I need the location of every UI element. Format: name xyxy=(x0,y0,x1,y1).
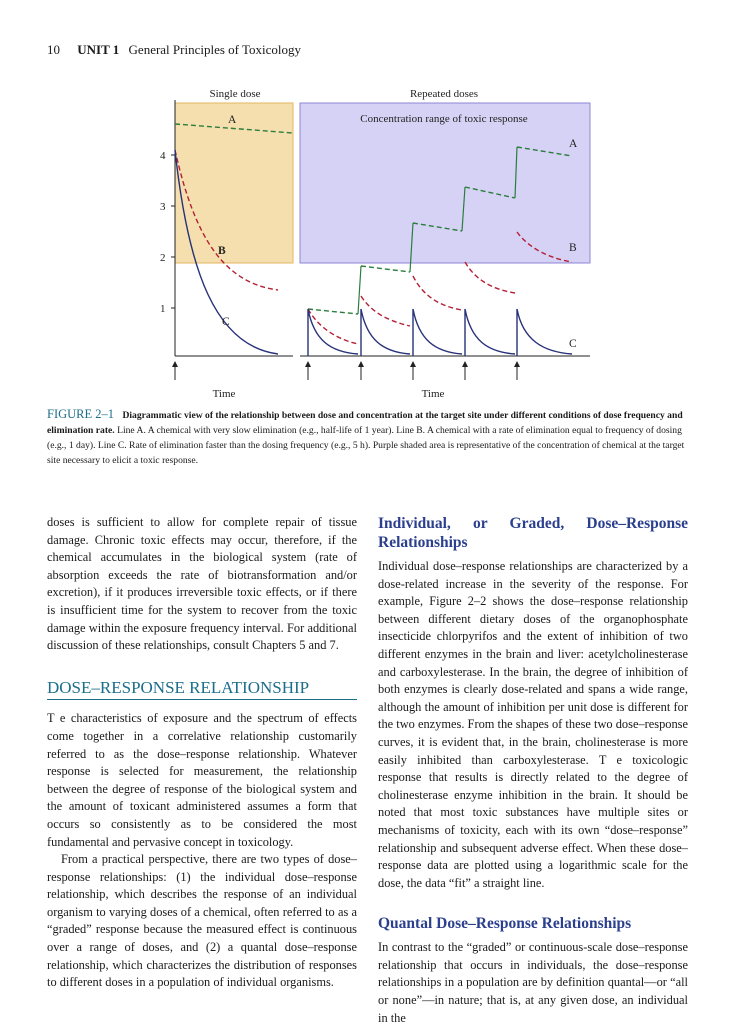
right-paragraph-1: Individual dose–response relationships are characterized by a dose-related increase in the severity of the response. For example, Figure 2–2 shows the dose–response relationship between different dietary doses of the organophosphate insecticide chlorpyrifos and the extent of inhibition of two different enzymes in the brain and liver: acetylcholinesterase and carboxylesterase. In the brain, the degree of inhibition of both enzymes is clearly dose-related and spans a wide range, although the amount of inhibition per unit dose is different for the two enzymes. From the shapes of these two dose–response curves, it is evident that, in the brain, cholinesterase is more easily inhibited than carboxylesterase. T e toxicologic response that results is directly related to the degree of cholinesterase enzyme inhibition in the brain. It should be noted that most toxic substances have multiple sites or mechanisms of toxicity, each with its own “dose–response” relationship and subsequent adverse effect. When these dose–response data are plotted using a logarithmic scale for the dose, the data “fit” a straight line. xyxy=(378,559,688,890)
left-column xyxy=(47,514,357,992)
figure-2-1 xyxy=(0,0,732,420)
figure-caption xyxy=(47,407,687,468)
y-tick-4: 4 xyxy=(160,150,166,162)
caption-bold-text: Diagrammatic view of the relationship between dose and concentration at the target site under different conditions of dose frequency and elimination rate. xyxy=(47,410,683,436)
left-paragraph-3: From a practical perspective, there are two types of dose–response relationships: (1) the individual dose–response relationship, which describes the response of an individual organism to varying doses of a chemical, often referred to as a “graded” response because the measured effect is continuous over a range of doses, and (2) a quantal dose–response relationship, which characterizes the distribution of responses to different doses in a population of individual organisms. xyxy=(47,852,357,990)
y-tick-2: 2 xyxy=(160,252,166,264)
label-c-repeated: C xyxy=(569,338,577,350)
section-heading-quantal: Quantal Dose–Response Relationships xyxy=(378,915,632,933)
single-dose-region xyxy=(175,103,293,263)
right-column xyxy=(378,514,688,1027)
right-paragraph-2: In contrast to the “graded” or continuous-scale dose–response relationship that occurs in individuals, the dose–response relationships in a population are by definition quantal—or “all or none”—in nature; that is, at any given dose, an individual in the xyxy=(378,940,688,1025)
label-b-single: B xyxy=(218,245,226,257)
x-label-single: Time xyxy=(212,388,236,400)
section-heading-graded: Individual, or Graded, Dose–Response Relationships xyxy=(378,515,688,551)
label-a-repeated: A xyxy=(569,138,578,150)
panel-repeated-title: Repeated doses xyxy=(409,88,479,100)
label-b-repeated: B xyxy=(569,242,577,254)
page-number: 10 xyxy=(47,42,60,57)
left-paragraph-1: doses is sufficient to allow for complete repair of tissue damage. Chronic toxic effects may occur, therefore, if the chemical accumulates in the biological system (rate of absorption exceeds the rate of biotransformation and/or excretion), if it produces irreversible toxic effects, or if there is insufficient time for the system to recover from the toxic damage within the exposure frequency interval. For additional discussion of these relationships, consult Chapters 5 and 7. xyxy=(47,515,357,653)
y-tick-3: 3 xyxy=(160,201,166,213)
label-c-single: C xyxy=(222,316,230,328)
x-label-repeated: Time xyxy=(421,388,445,400)
caption-text: Line A. A chemical with very slow elimination (e.g., half-life of 1 year). Line B. A chemical with a rate of elimination equal to frequency of dosing (e.g., 1 day). Line C. Rate of elimination faster than the dosing frequency (e.g., 5 h). Purple shaded area is representative of the concentration of chemical at the target site necessary to elicit a toxic response. xyxy=(47,425,685,466)
left-paragraph-2: T e characteristics of exposure and the spectrum of effects come together in a correlative relationship customarily referred to as the dose–response relationship. Whatever response is selected for measurement, the relationship between the degree of response of the biological system and the amount of toxicant administered assumes a form that occurs so consistently as to be considered the most fundamental and pervasive concept in toxicology. xyxy=(47,711,357,849)
toxic-range-region xyxy=(300,103,590,263)
unit-label: UNIT 1 xyxy=(77,42,120,57)
y-ticks xyxy=(160,150,175,315)
y-tick-1: 1 xyxy=(160,303,166,315)
repeated-line-c xyxy=(308,309,572,356)
figure-label: FIGURE 2–1 xyxy=(47,407,115,421)
panel-single-title: Single dose xyxy=(209,88,261,100)
running-title: General Principles of Toxicology xyxy=(128,42,302,57)
dose-arrows xyxy=(175,364,517,380)
toxic-range-label: Concentration range of toxic response xyxy=(360,113,528,125)
section-heading-dose-response: DOSE–RESPONSE RELATIONSHIP xyxy=(47,679,357,701)
label-a-single: A xyxy=(228,114,237,126)
